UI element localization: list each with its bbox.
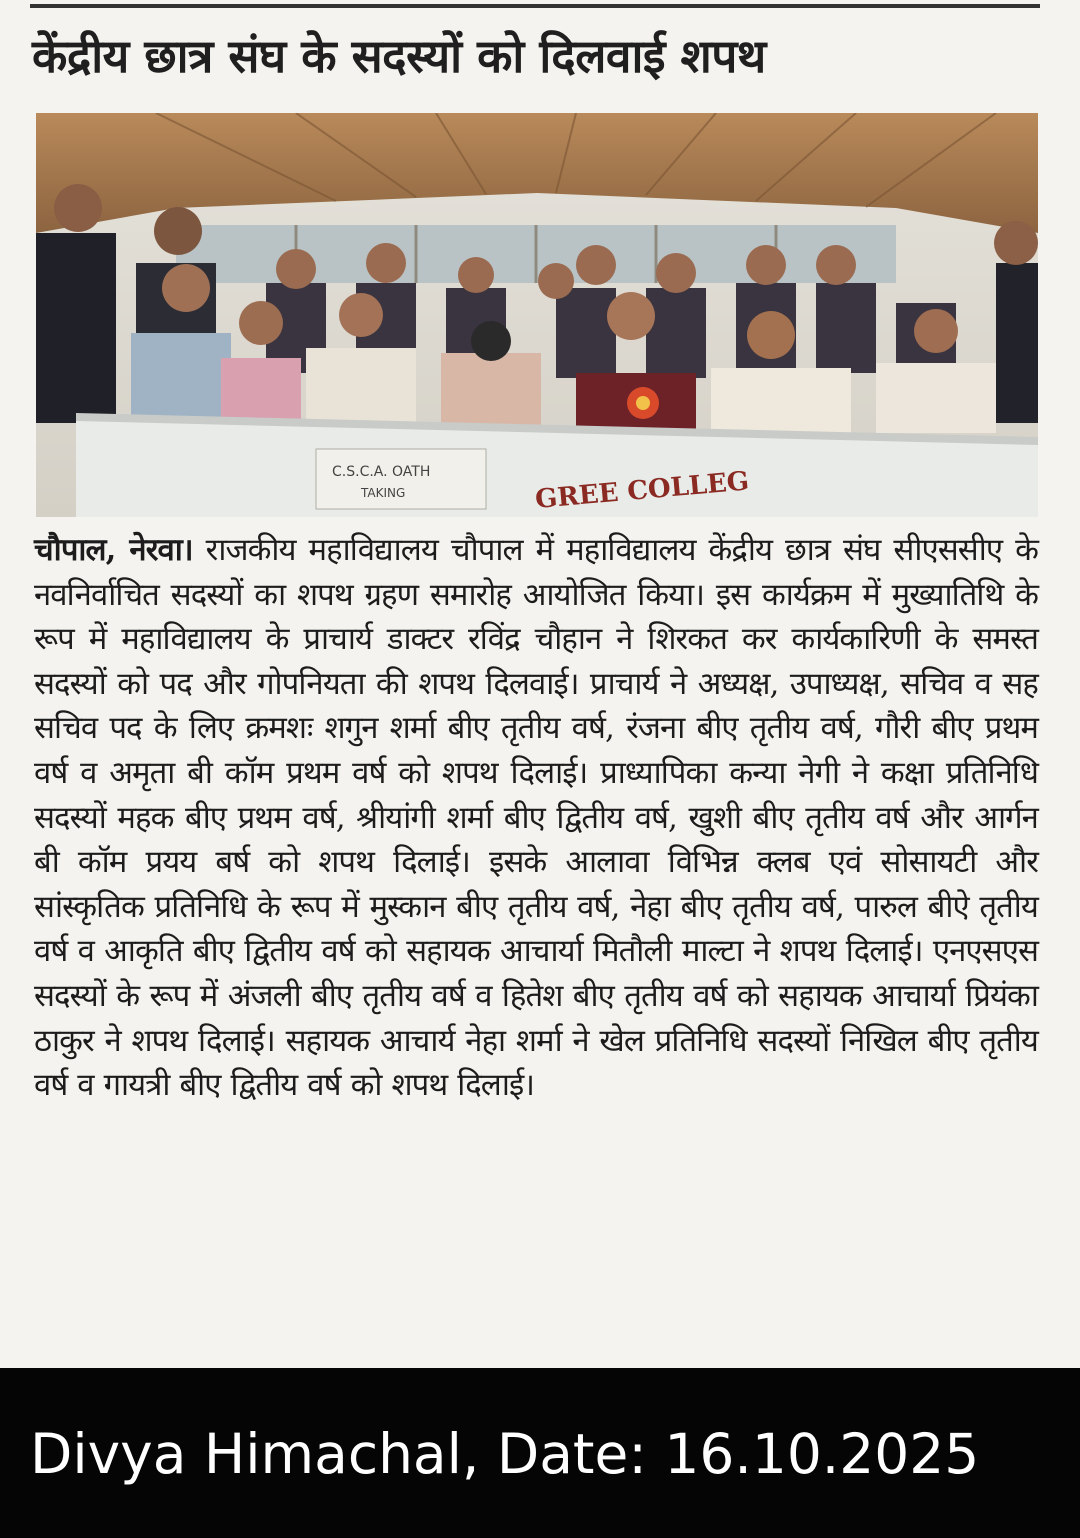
group-photo <box>36 113 1038 517</box>
article-body <box>34 528 1038 1108</box>
banner-text-line2: TAKING <box>361 486 406 500</box>
top-rule <box>30 4 1040 8</box>
table-cloth-text: GREE COLLEG <box>533 466 751 515</box>
footer-bar <box>0 1368 1080 1538</box>
dateline: चौपाल, नेरवा। <box>34 532 193 568</box>
headline: केंद्रीय छात्र संघ के सदस्यों को दिलवाई शपथ <box>32 29 766 83</box>
source-caption: Divya Himachal, Date: 16.10.2025 <box>30 1422 980 1486</box>
banner-text-line1: C.S.C.A. OATH <box>332 464 431 480</box>
article-text: राजकीय महाविद्यालय चौपाल में महाविद्यालय केंद्रीय छात्र संघ सीएससीए के नवनिर्वाचित सदस्यों का शपथ ग्रहण समारोह आयोजित किया। इस कार्यक्रम में मुख्यातिथि के रूप में महाविद्यालय के प्राचार्य डाक्टर रविंद्र चौहान ने शिरकत कर कार्यकारिणी के समस्त सदस्यों को पद और गोपनियता की शपथ दिलवाई। प्राचार्य ने अध्यक्ष, उपाध्यक्ष, सचिव व सह सचिव पद के लिए क्रमशः शगुन शर्मा बीए तृतीय वर्ष, रंजना बीए तृतीय वर्ष, गौरी बीए प्रथम वर्ष व अमृता बी कॉम प्रथम वर्ष को शपथ दिलाई। प्राध्यापिका कन्या नेगी ने कक्षा प्रतिनिधि सदस्यों महक बीए प्रथम वर्ष, श्रीयांगी शर्मा बीए द्वितीय वर्ष, खुशी बीए तृतीय वर्ष और आर्गन बी कॉम प्रयय बर्ष को शपथ दिलाई। इसके आलावा विभिन्न क्लब एवं सोसायटी और सांस्कृतिक प्रतिनिधि के रूप में मुस्कान बीए तृतीय वर्ष, नेहा बीए तृतीय वर्ष, पारुल बीऐ तृतीय वर्ष व आकृति बीए द्वितीय वर्ष को सहायक आचार्या मितौली माल्टा ने शपथ दिलाई। एनएसएस सदस्यों के रूप में अंजली बीए तृतीय वर्ष व हितेश बीए तृतीय वर्ष को सहायक आचार्या प्रियंका ठाकुर ने शपथ दिलाई। सहायक आचार्य नेहा शर्मा ने खेल प्रतिनिधि सदस्यों निखिल बीए तृतीय वर्ष व गायत्री बीए द्वितीय वर्ष को शपथ दिलाई। <box>34 532 1039 1104</box>
